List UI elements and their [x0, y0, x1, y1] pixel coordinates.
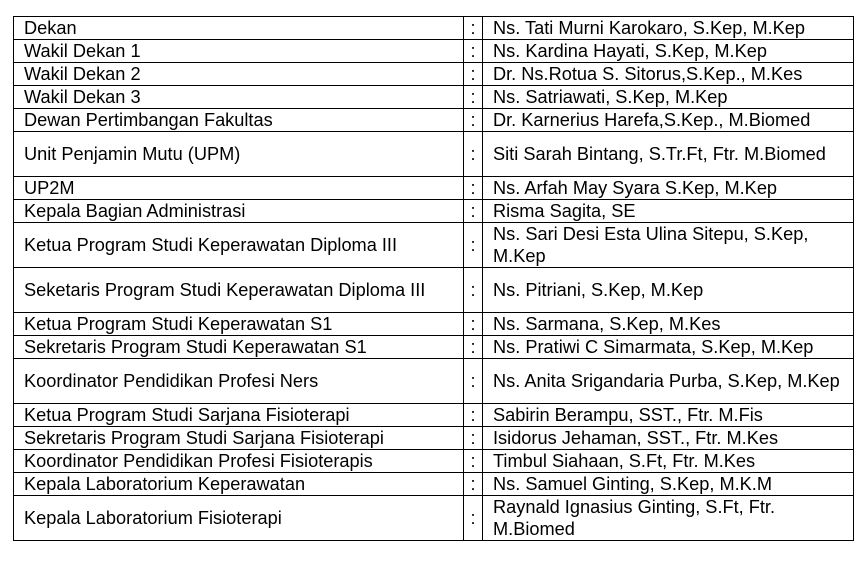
table-row — [14, 17, 854, 40]
separator-cell: : — [464, 473, 483, 496]
name-cell: Ns. Satriawati, S.Kep, M.Kep — [483, 86, 854, 109]
table-row — [14, 496, 854, 541]
position-cell: Sekretaris Program Studi Keperawatan S1 — [14, 336, 464, 359]
separator-cell: : — [464, 313, 483, 336]
name-cell: Siti Sarah Bintang, S.Tr.Ft, Ftr. M.Biomed — [483, 132, 854, 177]
table-row — [14, 450, 854, 473]
position-cell: Ketua Program Studi Keperawatan Diploma III — [14, 223, 464, 268]
position-cell: Dekan — [14, 17, 464, 40]
table-row — [14, 223, 854, 268]
separator-cell: : — [464, 40, 483, 63]
name-cell: Ns. Pitriani, S.Kep, M.Kep — [483, 268, 854, 313]
separator-cell: : — [464, 496, 483, 541]
position-cell: UP2M — [14, 177, 464, 200]
table-row — [14, 336, 854, 359]
table-row — [14, 86, 854, 109]
separator-cell: : — [464, 336, 483, 359]
name-cell: Ns. Arfah May Syara S.Kep, M.Kep — [483, 177, 854, 200]
table-row — [14, 200, 854, 223]
table-row — [14, 473, 854, 496]
position-cell: Koordinator Pendidikan Profesi Fisioterapis — [14, 450, 464, 473]
separator-cell: : — [464, 132, 483, 177]
position-cell: Sekretaris Program Studi Sarjana Fisioterapi — [14, 427, 464, 450]
table-row — [14, 313, 854, 336]
table-row — [14, 109, 854, 132]
separator-cell: : — [464, 86, 483, 109]
name-cell: Ns. Samuel Ginting, S.Kep, M.K.M — [483, 473, 854, 496]
table-row — [14, 177, 854, 200]
position-cell: Wakil Dekan 3 — [14, 86, 464, 109]
name-cell: Ns. Tati Murni Karokaro, S.Kep, M.Kep — [483, 17, 854, 40]
name-cell: Raynald Ignasius Ginting, S.Ft, Ftr. M.Biomed — [483, 496, 854, 541]
separator-cell: : — [464, 17, 483, 40]
separator-cell: : — [464, 427, 483, 450]
separator-cell: : — [464, 450, 483, 473]
separator-cell: : — [464, 223, 483, 268]
name-cell: Ns. Pratiwi C Simarmata, S.Kep, M.Kep — [483, 336, 854, 359]
position-cell: Seketaris Program Studi Keperawatan Diploma III — [14, 268, 464, 313]
separator-cell: : — [464, 63, 483, 86]
position-cell: Kepala Laboratorium Fisioterapi — [14, 496, 464, 541]
table-body — [14, 17, 854, 541]
name-cell: Ns. Sari Desi Esta Ulina Sitepu, S.Kep, M.Kep — [483, 223, 854, 268]
name-cell: Ns. Sarmana, S.Kep, M.Kes — [483, 313, 854, 336]
separator-cell: : — [464, 404, 483, 427]
name-cell: Dr. Karnerius Harefa,S.Kep., M.Biomed — [483, 109, 854, 132]
position-cell: Wakil Dekan 2 — [14, 63, 464, 86]
separator-cell: : — [464, 359, 483, 404]
separator-cell: : — [464, 200, 483, 223]
position-cell: Ketua Program Studi Sarjana Fisioterapi — [14, 404, 464, 427]
position-cell: Dewan Pertimbangan Fakultas — [14, 109, 464, 132]
separator-cell: : — [464, 177, 483, 200]
position-cell: Kepala Bagian Administrasi — [14, 200, 464, 223]
separator-cell: : — [464, 268, 483, 313]
position-cell: Koordinator Pendidikan Profesi Ners — [14, 359, 464, 404]
position-cell: Kepala Laboratorium Keperawatan — [14, 473, 464, 496]
position-cell: Unit Penjamin Mutu (UPM) — [14, 132, 464, 177]
position-cell: Wakil Dekan 1 — [14, 40, 464, 63]
name-cell: Ns. Anita Srigandaria Purba, S.Kep, M.Kep — [483, 359, 854, 404]
name-cell: Risma Sagita, SE — [483, 200, 854, 223]
table-row — [14, 63, 854, 86]
table-row — [14, 404, 854, 427]
table-row — [14, 359, 854, 404]
table-row — [14, 427, 854, 450]
table-row — [14, 268, 854, 313]
name-cell: Dr. Ns.Rotua S. Sitorus,S.Kep., M.Kes — [483, 63, 854, 86]
position-cell: Ketua Program Studi Keperawatan S1 — [14, 313, 464, 336]
faculty-structure-table — [13, 16, 854, 541]
table-row — [14, 132, 854, 177]
name-cell: Sabirin Berampu, SST., Ftr. M.Fis — [483, 404, 854, 427]
table-row — [14, 40, 854, 63]
separator-cell: : — [464, 109, 483, 132]
name-cell: Ns. Kardina Hayati, S.Kep, M.Kep — [483, 40, 854, 63]
name-cell: Isidorus Jehaman, SST., Ftr. M.Kes — [483, 427, 854, 450]
name-cell: Timbul Siahaan, S.Ft, Ftr. M.Kes — [483, 450, 854, 473]
